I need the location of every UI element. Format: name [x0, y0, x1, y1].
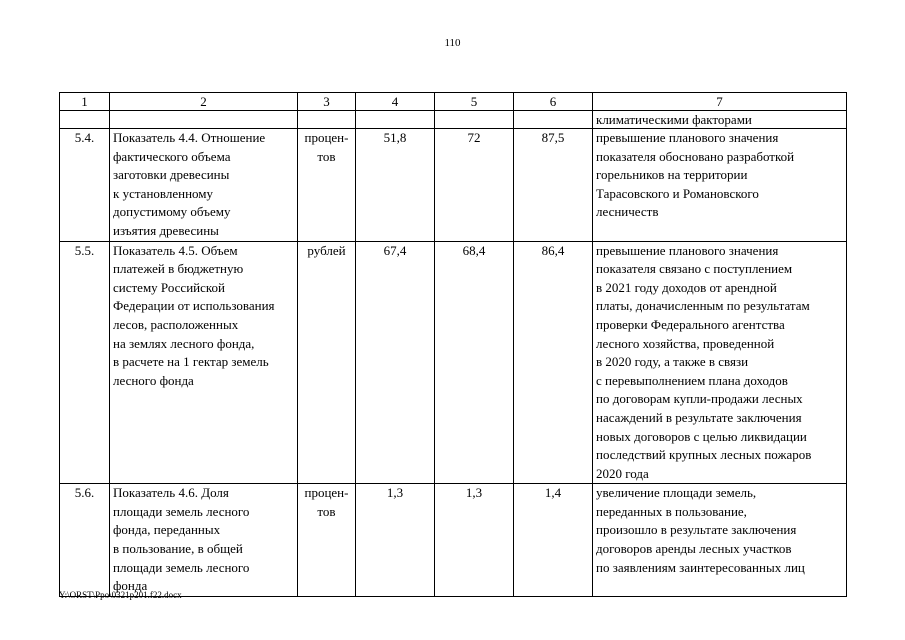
value-col6: 86,4 — [514, 241, 593, 484]
value-col6: 1,4 — [514, 484, 593, 597]
explanation: превышение планового значения показателя связано с поступлением в 2021 году доходов от арендной платы, доначисленным по результатам проверки Федерального агентства лесного хозяйства, проведенной в 2020 году, а также в связи с перевыполнением плана доходов по договорам купли-продажи лесных насаждений в результате заключения новых договоров с целью ликвидации последствий крупных лесных пожаров 2020 года — [593, 241, 847, 484]
value-col5: 68,4 — [435, 241, 514, 484]
value-col4: 1,3 — [356, 484, 435, 597]
value-col4: 67,4 — [356, 241, 435, 484]
column-header: 7 — [593, 93, 847, 111]
row-number: 5.4. — [60, 129, 110, 242]
value-col6: 87,5 — [514, 129, 593, 242]
explanation: превышение планового значения показателя обосновано разработкой горельников на территории Тарасовского и Романовского лесничеств — [593, 129, 847, 242]
page-number: 110 — [444, 37, 461, 49]
continuation-note: климатическими факторами — [593, 111, 847, 129]
column-header: 5 — [435, 93, 514, 111]
row-number: 5.6. — [60, 484, 110, 597]
explanation: увеличение площади земель, переданных в пользование, произошло в результате заключения договоров аренды лесных участков по заявлениям заинтересованных лиц — [593, 484, 847, 597]
unit: рублей — [298, 241, 356, 484]
column-header: 1 — [60, 93, 110, 111]
value-col5: 1,3 — [435, 484, 514, 597]
file-path-footer: Y:\ORST\Ppo\0321p201.f22.docx — [59, 590, 182, 600]
indicator-name: Показатель 4.4. Отношение фактического объема заготовки древесины к установленному допустимому объему изъятия древесины — [110, 129, 298, 242]
value-col5: 72 — [435, 129, 514, 242]
column-header: 6 — [514, 93, 593, 111]
unit: процен- тов — [298, 484, 356, 597]
column-header: 4 — [356, 93, 435, 111]
table-row — [60, 129, 847, 242]
value-col4: 51,8 — [356, 129, 435, 242]
column-header: 3 — [298, 93, 356, 111]
row-number: 5.5. — [60, 241, 110, 484]
table-row — [60, 241, 847, 484]
continuation-row — [60, 111, 847, 129]
column-number-row — [60, 93, 847, 111]
indicator-name: Показатель 4.6. Доля площади земель лесного фонда, переданных в пользование, в общей площади земель лесного фонда — [110, 484, 298, 597]
column-header: 2 — [110, 93, 298, 111]
unit: процен- тов — [298, 129, 356, 242]
indicator-name: Показатель 4.5. Объем платежей в бюджетную систему Российской Федерации от использования лесов, расположенных на землях лесного фонда, в расчете на 1 гектар земель лесного фонда — [110, 241, 298, 484]
table-row — [60, 484, 847, 597]
indicators-table — [59, 92, 847, 597]
